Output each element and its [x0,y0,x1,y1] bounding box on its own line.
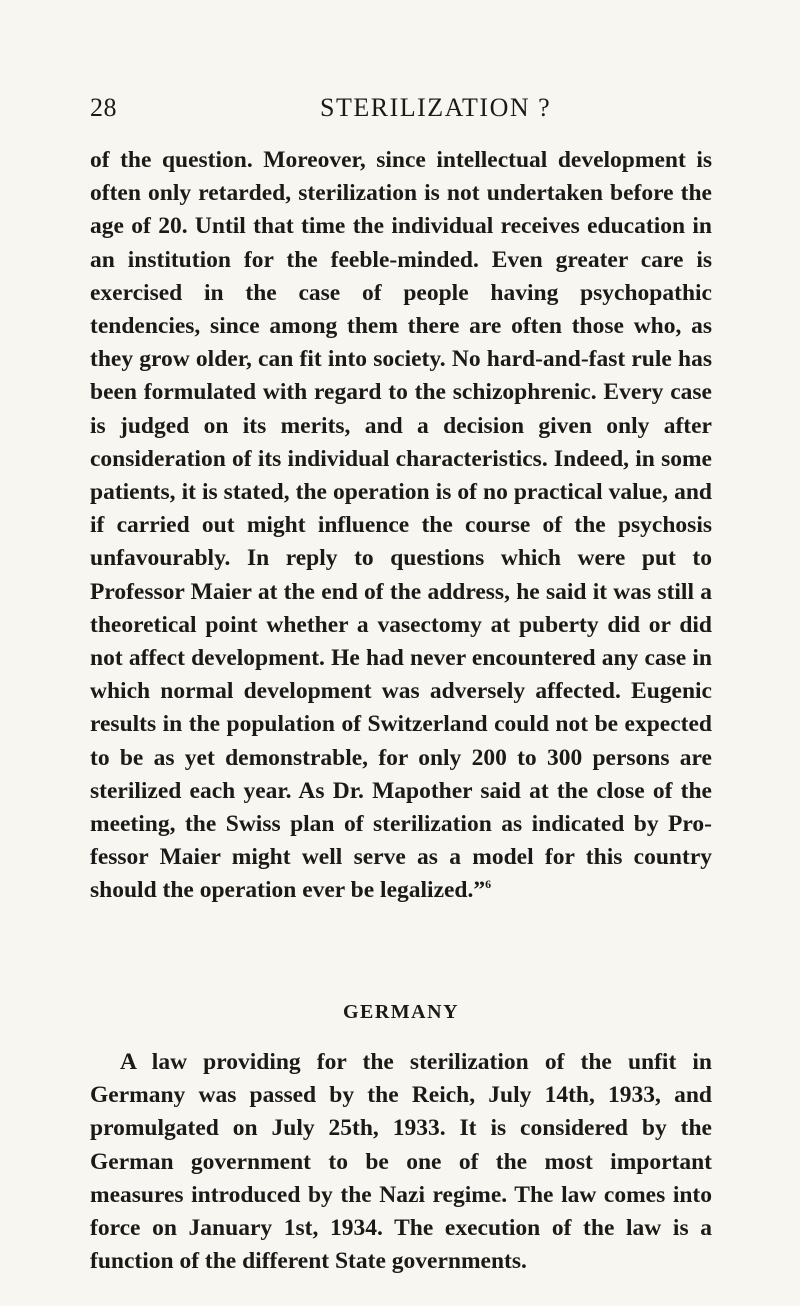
section-heading: GERMANY [342,1001,460,1023]
paragraph-2 [90,1046,712,1278]
footnote-marker: 6 [485,877,492,892]
paragraph-1 [90,144,712,908]
page-number: 28 [90,93,117,122]
running-head [90,93,710,127]
paragraph-1-body: of the question. Moreover, since intellectual development is often only retarded, sterilization is not undertaken before the age of 20. Until that time the individual receives education in an institution for the feeble-minded. Even greater care is exercised in the case of people having psychopathic tendencies, since among them there are often those who, as they grow older, can fit into society. No hard-and-fast rule has been formulated with regard to the schizophrenic. Every case is judged on its merits, and a decision given only after consideration of its individual characteristics. Indeed, in some patients, it is stated, the operation is of no practical value, and if carried out might influence the course of the psychosis unfavourably. In reply to questions which were put to Professor Maier at the end of the address, he said it was still a theoretical point whether a vasectomy at puberty did or did not affect development. He had never encountered any case in which normal development was adversely affected. Eugenic results in the population of Switzerland could not be expected to be as yet demonstrable, for only 200 to 300 persons are sterilized each year. As Dr. Mapother said at the close of the meeting, the Swiss plan of sterilization as indicated by Professor Maier might well serve as a model for this country should the operation ever be legalized.” [90,147,712,904]
paragraph-1-text [90,144,712,908]
paragraph-2-text: A law providing for the sterilization of the unfit in Germany was passed by the Reich, July 14th, 1933, and promulgated on July 25th, 1933. It is considered by the German government to be one of the most important measures introduced by the Nazi regime. The law comes into force on January 1st, 1934. The execution of the law is a function of the different State governments. [90,1049,712,1275]
running-title: STERILIZATION ? [320,93,552,122]
